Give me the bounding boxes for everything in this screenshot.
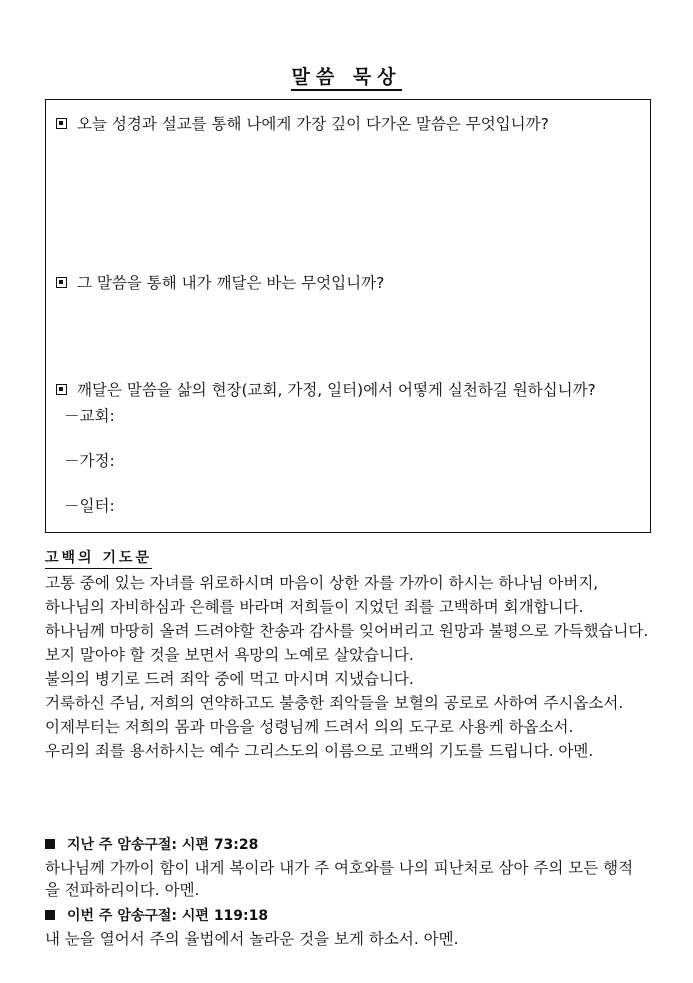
this-week-verse-line: 내 눈을 열어서 주의 율법에서 놀라운 것을 보게 하소서. 아멘. xyxy=(45,930,459,948)
checkbox-marker-icon xyxy=(56,118,67,129)
question-3 xyxy=(56,378,596,400)
question-3-text: 깨달은 말씀을 삶의 현장(교회, 가정, 일터)에서 어떻게 실천하길 원하십니까? xyxy=(77,381,596,399)
square-bullet-icon xyxy=(45,910,55,920)
question-1-text: 오늘 성경과 설교를 통해 나에게 가장 깊이 다가온 말씀은 무엇입니까? xyxy=(77,115,549,133)
this-week-memory-heading xyxy=(45,905,268,925)
last-week-verse-line: 을 전파하리이다. 아멘. xyxy=(45,881,200,899)
application-work: －일터: xyxy=(64,497,115,515)
prayer-line: 하나님의 자비하심과 은혜를 바라며 저희들이 지었던 죄를 고백하며 회개합니다. xyxy=(45,598,584,616)
prayer-title: 고백의 기도문 xyxy=(45,547,152,569)
page-title: 말씀 묵상 xyxy=(0,62,693,89)
checkbox-marker-icon xyxy=(56,277,67,288)
question-2 xyxy=(56,271,384,293)
prayer-line: 이제부터는 저희의 몸과 마음을 성령님께 드려서 의의 도구로 사용케 하옵소서. xyxy=(45,718,574,736)
last-week-label: 지난 주 암송구절: xyxy=(67,837,178,853)
prayer-line: 거룩하신 주님, 저희의 연약하고도 불충한 죄악들을 보혈의 공로로 사하여 주시옵소서. xyxy=(45,694,624,712)
application-home: －가정: xyxy=(64,452,115,470)
question-1 xyxy=(56,112,549,134)
prayer-line: 보지 말아야 할 것을 보면서 욕망의 노예로 살았습니다. xyxy=(45,646,414,664)
last-week-verse-line: 하나님께 가까이 함이 내게 복이라 내가 주 여호와를 나의 피난처로 삼아 주의 모든 행적 xyxy=(45,859,634,877)
last-week-memory-heading xyxy=(45,834,258,854)
checkbox-marker-icon xyxy=(56,384,67,395)
square-bullet-icon xyxy=(45,839,55,849)
this-week-ref: 시편 119:18 xyxy=(181,908,269,924)
question-2-text: 그 말씀을 통해 내가 깨달은 바는 무엇입니까? xyxy=(77,274,385,292)
prayer-line: 불의의 병기로 드려 죄악 중에 먹고 마시며 지냈습니다. xyxy=(45,670,414,688)
prayer-line: 고통 중에 있는 자녀를 위로하시며 마음이 상한 자를 가까이 하시는 하나님 아버지, xyxy=(45,574,599,592)
prayer-line: 하나님께 마땅히 올려 드려야할 찬송과 감사를 잊어버리고 원망과 불평으로 가득했습니다. xyxy=(45,622,649,640)
last-week-ref: 시편 73:28 xyxy=(181,837,259,853)
meditation-box xyxy=(45,99,651,533)
prayer-line: 우리의 죄를 용서하시는 예수 그리스도의 이름으로 고백의 기도를 드립니다. 아멘. xyxy=(45,742,594,760)
this-week-label: 이번 주 암송구절: xyxy=(67,908,178,924)
application-church: －교회: xyxy=(64,407,115,425)
